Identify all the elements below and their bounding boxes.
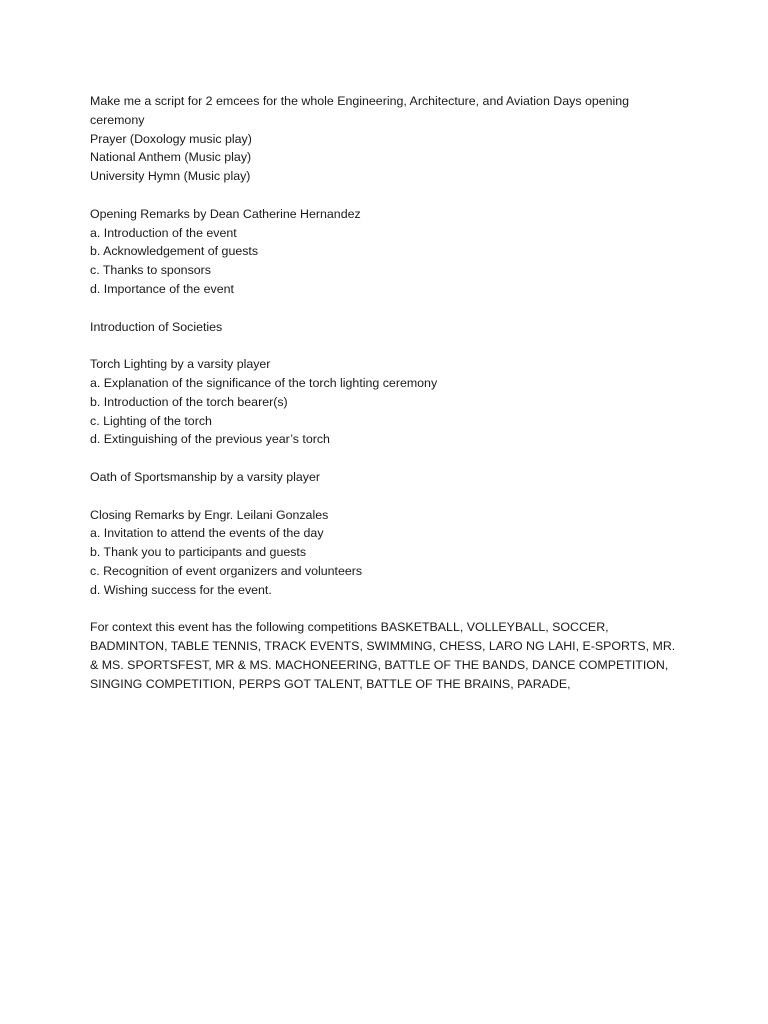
spacer xyxy=(90,487,680,506)
anthem-line: National Anthem (Music play) xyxy=(90,150,252,165)
spacer xyxy=(90,600,680,619)
spacer xyxy=(90,299,680,318)
opening-remarks-heading: Opening Remarks by Dean Catherine Hernandez xyxy=(90,206,361,221)
closing-remarks-item-c: c. Recognition of event organizers and volunteers xyxy=(90,563,363,578)
spacer xyxy=(90,449,680,468)
request-line: Make me a script for 2 emcees for the whole Engineering, Architecture, and Aviation Days opening ceremony xyxy=(90,94,630,127)
opening-remarks-item-a: a. Introduction of the event xyxy=(90,225,237,240)
torch-item-d: d. Extinguishing of the previous year’s torch xyxy=(90,432,330,447)
societies-heading: Introduction of Societies xyxy=(90,319,223,334)
context-paragraph: For context this event has the following competitions BASKETBALL, VOLLEYBALL, SOCCER, BADMINTON, TABLE TENNIS, TRACK EVENTS, SWIMMING, CHESS, LARO NG LAHI, E-SPORTS, MR. & MS. SPORTSFEST, MR & MS. MACHONEERING, BATTLE OF THE BANDS, DANCE COMPETITION, SINGING COMPETITION, PERPS GOT TALENT, BATTLE OF THE BRAINS, PARADE, xyxy=(90,620,676,691)
hymn-line: University Hymn (Music play) xyxy=(90,169,251,184)
closing-remarks-heading: Closing Remarks by Engr. Leilani Gonzales xyxy=(90,507,329,522)
closing-remarks-item-d: d. Wishing success for the event. xyxy=(90,582,272,597)
torch-item-a: a. Explanation of the significance of the torch lighting ceremony xyxy=(90,375,438,390)
oath-heading: Oath of Sportsmanship by a varsity player xyxy=(90,469,321,484)
prayer-line: Prayer (Doxology music play) xyxy=(90,131,252,146)
closing-remarks-item-b: b. Thank you to participants and guests xyxy=(90,545,307,560)
torch-heading: Torch Lighting by a varsity player xyxy=(90,357,271,372)
document-body xyxy=(90,92,680,694)
spacer xyxy=(90,336,680,355)
torch-item-b: b. Introduction of the torch bearer(s) xyxy=(90,394,288,409)
opening-remarks-item-c: c. Thanks to sponsors xyxy=(90,263,211,278)
opening-remarks-item-d: d. Importance of the event xyxy=(90,281,234,296)
opening-remarks-item-b: b. Acknowledgement of guests xyxy=(90,244,259,259)
spacer xyxy=(90,186,680,205)
closing-remarks-item-a: a. Invitation to attend the events of the day xyxy=(90,526,324,541)
torch-item-c: c. Lighting of the torch xyxy=(90,413,212,428)
